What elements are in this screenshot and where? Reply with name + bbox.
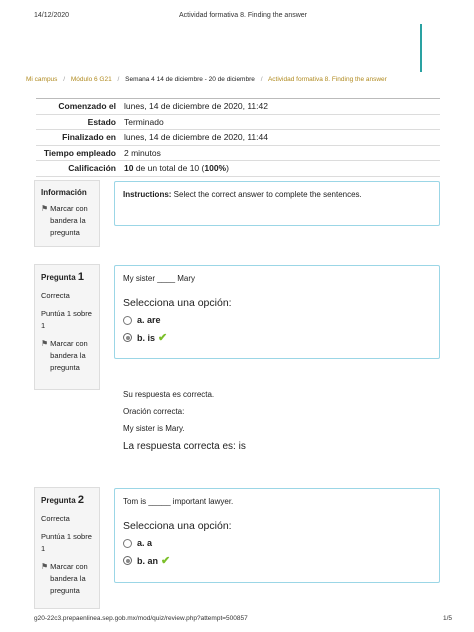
grade-mid: de un total de 10 ( — [133, 163, 205, 174]
breadcrumb-module[interactable]: Módulo 6 G21 — [70, 76, 112, 83]
summary-label: Comenzado el — [58, 101, 116, 112]
right-answer: La respuesta correcta es: is — [123, 441, 246, 452]
question-title — [41, 494, 93, 507]
question-2-info — [34, 487, 100, 609]
question-label: Pregunta — [41, 273, 76, 282]
summary-label: Tiempo empleado — [43, 147, 116, 158]
breadcrumb-separator: / — [117, 76, 120, 83]
instructions-box — [114, 181, 440, 226]
flag-label: Marcar con bandera la pregunta — [50, 339, 88, 372]
summary-row-started — [36, 99, 440, 115]
instructions-text: Select the correct answer to complete the sentences. — [171, 190, 362, 199]
summary-value: Terminado — [124, 116, 164, 127]
summary-row-grade — [36, 161, 440, 177]
option-label: b. is — [137, 332, 156, 343]
question-1-info — [34, 264, 100, 390]
summary-value: 2 minutos — [124, 147, 161, 158]
grade-score: 10 — [124, 163, 134, 174]
flag-toggle[interactable] — [41, 203, 93, 239]
question-2-box — [114, 488, 440, 583]
radio-button[interactable] — [123, 556, 132, 565]
breadcrumb-separator: / — [63, 76, 66, 83]
footer-url: g20-22c3.prepaenlinea.sep.gob.mx/mod/quiz/review.php?attempt=500857 — [34, 615, 248, 622]
question-number: 2 — [77, 494, 85, 506]
radio-button[interactable] — [123, 333, 132, 342]
correct-sentence: My sister is Mary. — [123, 424, 185, 433]
breadcrumb-week[interactable]: Semana 4 14 de diciembre - 20 de diciembre — [125, 76, 255, 83]
summary-value: lunes, 14 de diciembre de 2020, 11:44 — [124, 132, 268, 143]
summary-row-finished — [36, 130, 440, 146]
feedback-text: Su respuesta es correcta. — [123, 390, 215, 399]
grade-end: ) — [226, 163, 229, 174]
flag-toggle[interactable] — [41, 338, 93, 374]
option-label: b. an — [137, 555, 159, 566]
print-header — [34, 12, 452, 24]
summary-row-time — [36, 146, 440, 162]
summary-value: lunes, 14 de diciembre de 2020, 11:42 — [124, 101, 268, 112]
breadcrumb-separator: / — [260, 76, 263, 83]
flag-icon[interactable]: ⚑ — [41, 562, 49, 571]
question-grade: Puntúa 1 sobre 1 — [41, 532, 92, 553]
question-prompt: Tom is _____ important lawyer. — [123, 497, 234, 506]
question-prompt: My sister ____ Mary — [123, 274, 196, 283]
question-title — [41, 271, 93, 284]
question-1-box — [114, 265, 440, 359]
summary-label: Calificación — [68, 163, 116, 174]
question-1-feedback — [123, 390, 246, 452]
attempt-summary — [36, 98, 440, 177]
option-a[interactable] — [123, 315, 431, 325]
question-state: Correcta — [41, 514, 70, 523]
grade-percent: 100% — [204, 163, 227, 174]
question-grade: Puntúa 1 sobre 1 — [41, 309, 92, 330]
check-icon: ✔ — [161, 555, 171, 567]
option-b[interactable] — [123, 331, 431, 344]
print-date: 14/12/2020 — [34, 12, 70, 19]
print-footer — [34, 615, 452, 622]
accent-bar — [420, 24, 422, 72]
question-number: 1 — [77, 271, 85, 283]
breadcrumb-campus[interactable]: Mi campus — [26, 76, 58, 83]
breadcrumb — [26, 76, 387, 83]
info-sidebar — [34, 180, 100, 247]
summary-row-state — [36, 115, 440, 131]
summary-label: Finalizado en — [62, 132, 116, 143]
info-title: Información — [41, 188, 87, 197]
flag-label: Marcar con bandera la pregunta — [50, 204, 88, 237]
check-icon: ✔ — [158, 332, 168, 344]
print-title: Actividad formativa 8. Finding the answer — [178, 12, 307, 19]
radio-button[interactable] — [123, 316, 132, 325]
summary-label: Estado — [87, 116, 116, 127]
summary-grade-value — [124, 163, 440, 173]
correct-sentence-label: Oración correcta: — [123, 407, 185, 416]
option-label: a. a — [137, 538, 153, 548]
breadcrumb-activity[interactable]: Actividad formativa 8. Finding the answer — [267, 76, 387, 83]
option-a[interactable] — [123, 538, 431, 548]
flag-label: Marcar con bandera la pregunta — [50, 562, 88, 595]
instructions-label: Instructions: — [123, 190, 172, 199]
radio-button[interactable] — [123, 539, 132, 548]
option-label: a. are — [137, 315, 161, 325]
flag-toggle[interactable] — [41, 561, 93, 597]
option-b[interactable] — [123, 554, 431, 567]
flag-icon[interactable]: ⚑ — [41, 204, 49, 213]
footer-page: 1/5 — [442, 615, 452, 622]
select-label: Selecciona una opción: — [123, 297, 232, 309]
flag-icon[interactable]: ⚑ — [41, 339, 49, 348]
question-state: Correcta — [41, 291, 70, 300]
question-label: Pregunta — [41, 496, 76, 505]
select-label: Selecciona una opción: — [123, 520, 232, 532]
